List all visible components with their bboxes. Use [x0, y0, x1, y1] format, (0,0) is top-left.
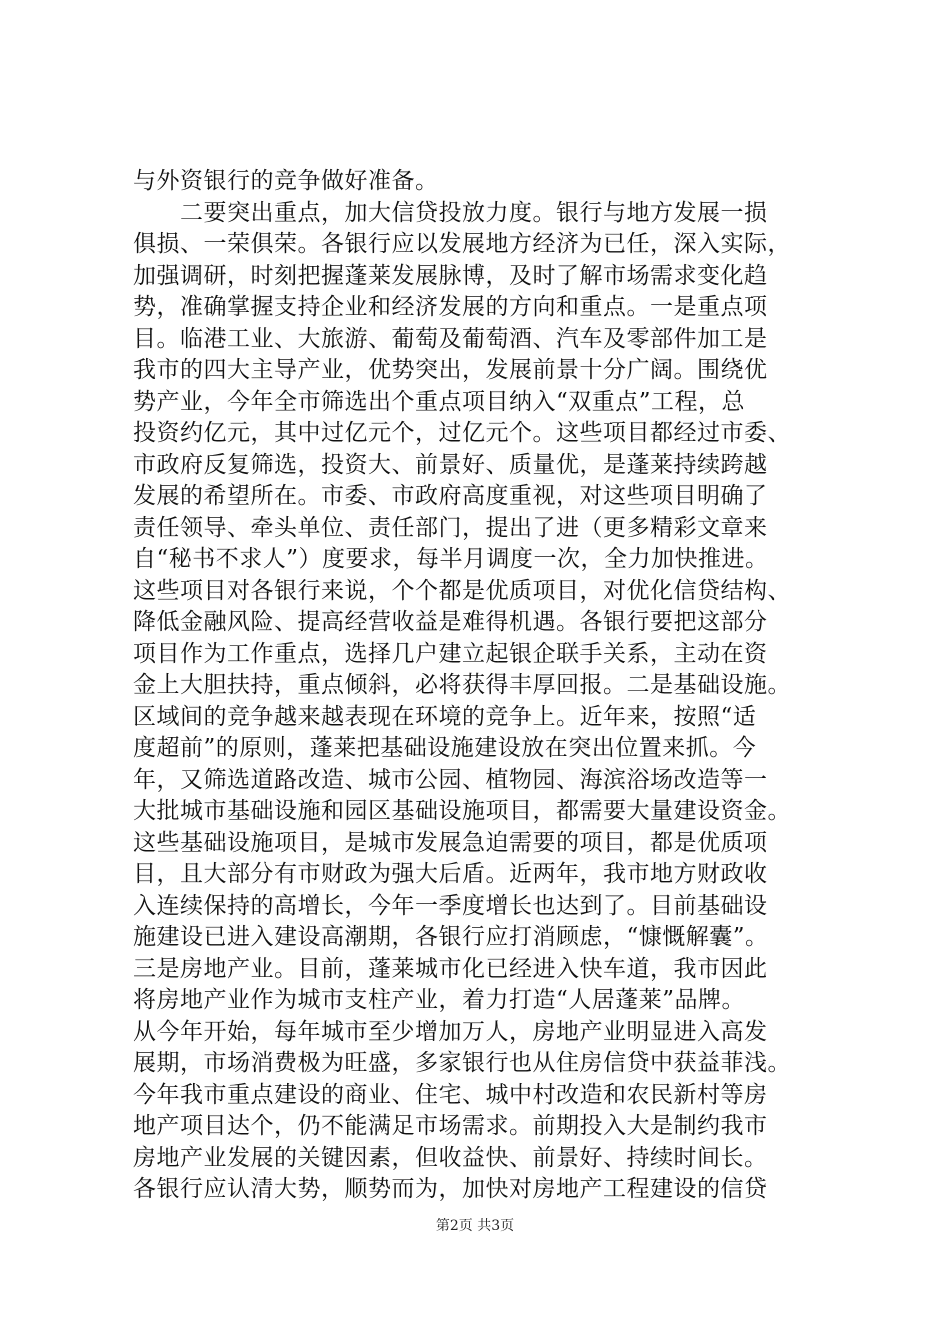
text-line: 三是房地产业。目前，蓬莱城市化已经进入快车道，我市因此 — [133, 955, 768, 982]
text-line: 这些基础设施项目，是城市发展急迫需要的项目，都是优质项 — [133, 829, 768, 856]
text-line: 市政府反复筛选，投资大、前景好、质量优，是蓬莱持续跨越 — [133, 451, 768, 478]
text-line: 降低金融风险、提高经营收益是难得机遇。各银行要把这部分 — [133, 609, 768, 635]
text-line: 投资约亿元，其中过亿元个，过亿元个。这些项目都经过市委、 — [133, 420, 791, 446]
body-text — [133, 166, 833, 1206]
text-line: 项目作为工作重点，选择几户建立起银企联手关系，主动在资 — [133, 640, 768, 667]
text-line: 俱损、一荣俱荣。各银行应以发展地方经济为已任，深入实际， — [133, 231, 791, 257]
text-line: 加强调研，时刻把握蓬莱发展脉博，及时了解市场需求变化趋 — [133, 262, 768, 289]
text-line: 施建设已进入建设高潮期，各银行应打消顾虑，“慷慨解囊”。 — [133, 924, 769, 950]
text-line: 我市的四大主导产业，优势突出，发展前景十分广阔。围绕优 — [133, 357, 768, 383]
text-line: 区域间的竞争越来越表现在环境的竞争上。近年来，按照“适 — [133, 703, 757, 730]
text-line: 各银行应认清大势，顺势而为，加快对房地产工程建设的信贷 — [133, 1176, 768, 1202]
text-line: 发展的希望所在。市委、市政府高度重视，对这些项目明确了 — [133, 483, 768, 509]
text-line: 从今年开始，每年城市至少增加万人，房地产业明显进入高发 — [133, 1018, 768, 1045]
text-line: 责任领导、牵头单位、责任部门，提出了进（更多精彩文章来 — [133, 514, 768, 541]
text-line: 目，且大部分有市财政为强大后盾。近两年，我市地方财政收 — [133, 861, 768, 887]
text-line: 自“秘书不求人”）度要求，每半月调度一次，全力加快推进。 — [133, 546, 769, 572]
text-line: 入连续保持的高增长，今年一季度增长也达到了。目前基础设 — [133, 892, 768, 919]
page-footer: 第2页 共3页 — [435, 1218, 515, 1234]
text-line: 房地产业发展的关键因素，但收益快、前景好、持续时间长。 — [133, 1144, 768, 1171]
text-line: 与外资银行的竞争做好准备。 — [133, 168, 439, 194]
text-line: 度超前”的原则，蓬莱把基础设施建设放在突出位置来抓。今 — [133, 735, 757, 761]
text-line: 金上大胆扶持，重点倾斜，必将获得丰厚回报。二是基础设施。 — [133, 672, 791, 698]
text-line: 大批城市基础设施和园区基础设施项目，都需要大量建设资金。 — [133, 798, 791, 824]
text-line: 二要突出重点，加大信贷投放力度。银行与地方发展一损 — [133, 199, 768, 226]
text-line: 势产业，今年全市筛选出个重点项目纳入“双重点”工程，总 — [133, 388, 746, 415]
text-line: 这些项目对各银行来说，个个都是优质项目，对优化信贷结构、 — [133, 577, 791, 604]
text-line: 年，又筛选道路改造、城市公园、植物园、海滨浴场改造等一 — [133, 766, 768, 793]
text-line: 将房地产业作为城市支柱产业，着力打造“人居蓬莱”品牌。 — [133, 987, 746, 1013]
text-line: 势，准确掌握支持企业和经济发展的方向和重点。一是重点项 — [133, 294, 768, 320]
text-line: 地产项目达个，仍不能满足市场需求。前期投入大是制约我市 — [133, 1113, 768, 1139]
text-line: 目。临港工业、大旅游、葡萄及葡萄酒、汽车及零部件加工是 — [133, 325, 768, 352]
text-line: 今年我市重点建设的商业、住宅、城中村改造和农民新村等房 — [133, 1081, 768, 1108]
text-line: 展期，市场消费极为旺盛，多家银行也从住房信贷中获益菲浅。 — [133, 1050, 791, 1076]
